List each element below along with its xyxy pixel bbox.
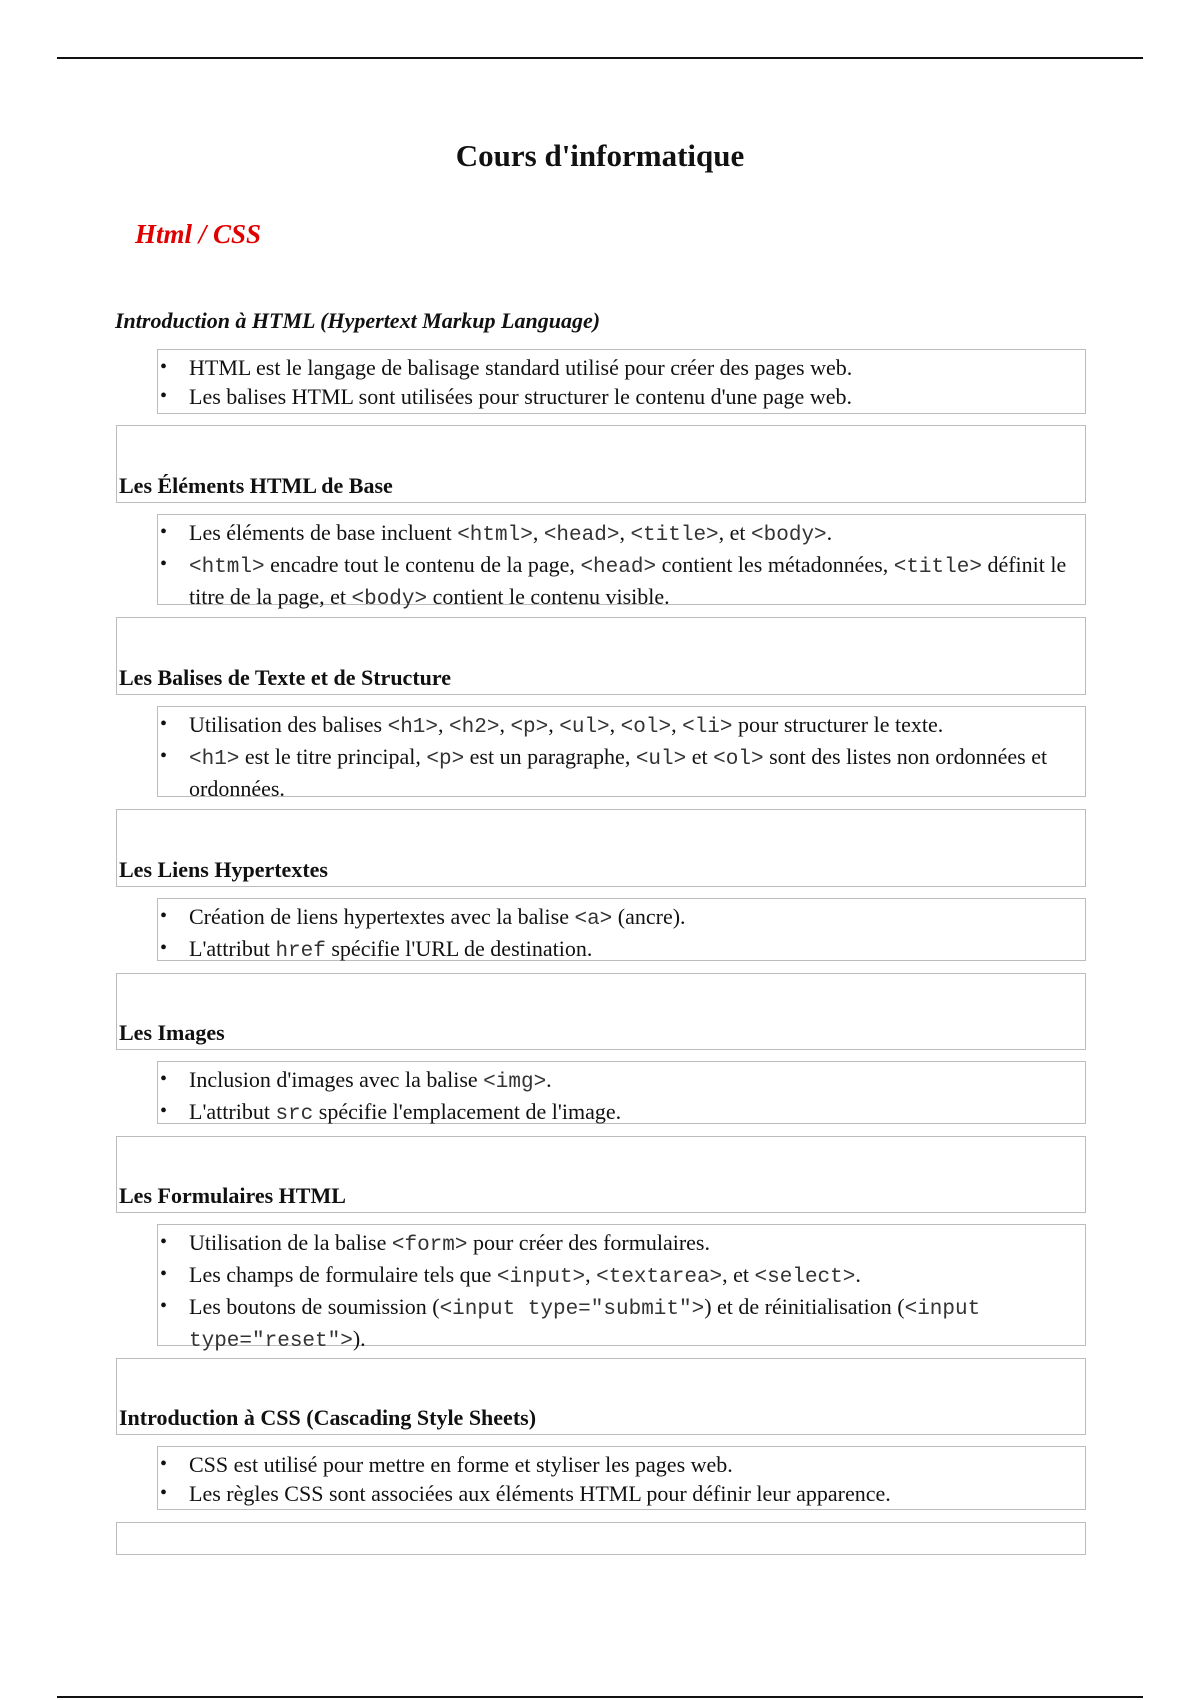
- code-snippet: <body>: [751, 524, 827, 547]
- text-run: Création de liens hypertextes avec la balise: [189, 904, 575, 929]
- list-item: [158, 710, 1085, 742]
- text-run: Utilisation des balises: [189, 712, 388, 737]
- heading-box-links: [116, 809, 1086, 887]
- code-snippet: <input type="reset">: [189, 1298, 981, 1353]
- list-box-images: [157, 1061, 1086, 1124]
- text-run: est un paragraphe,: [464, 744, 636, 769]
- code-snippet: <select>: [754, 1266, 856, 1289]
- list-item: [158, 1292, 1085, 1356]
- list-item: [158, 1260, 1085, 1292]
- heading-box-forms: [116, 1136, 1086, 1213]
- text-run: ).: [352, 1326, 366, 1351]
- bullet-list: [158, 1450, 1085, 1508]
- text-run: .: [546, 1067, 552, 1092]
- list-item: [158, 902, 1085, 934]
- text-run: contient le contenu visible.: [427, 584, 670, 609]
- code-snippet: <h1>: [189, 748, 240, 771]
- text-run: ,: [609, 712, 621, 737]
- code-snippet: src: [275, 1103, 314, 1126]
- code-snippet: <html>: [457, 524, 533, 547]
- bullet-list: [158, 1065, 1085, 1129]
- code-snippet: <img>: [483, 1071, 547, 1094]
- bullet-list: [158, 710, 1085, 803]
- list-item: [158, 1479, 1085, 1508]
- bullet-list: [158, 518, 1085, 614]
- section-heading: Les Éléments HTML de Base: [119, 473, 393, 498]
- intro-html-heading: Introduction à HTML (Hypertext Markup Language): [115, 308, 601, 333]
- top-rule: [57, 57, 1143, 59]
- text-run: CSS est utilisé pour mettre en forme et styliser les pages web.: [189, 1452, 733, 1477]
- text-run: Les balises HTML sont utilisées pour structurer le contenu d'une page web.: [189, 384, 852, 409]
- code-snippet: <head>: [543, 524, 620, 547]
- list-item: [158, 550, 1085, 614]
- list-item: [158, 518, 1085, 550]
- list-item: [158, 1065, 1085, 1097]
- text-run: Utilisation de la balise: [189, 1230, 392, 1255]
- text-run: spécifie l'emplacement de l'image.: [313, 1099, 622, 1124]
- heading-box-elements: [116, 425, 1086, 503]
- code-snippet: <p>: [510, 716, 549, 739]
- list-box-intro: [157, 349, 1086, 414]
- bullet-list: [158, 353, 1085, 411]
- document-title: Cours d'informatique: [455, 138, 745, 173]
- bullet-list: [158, 1228, 1085, 1356]
- text-run: Inclusion d'images avec la balise: [189, 1067, 484, 1092]
- list-item: [158, 934, 1085, 966]
- code-snippet: <form>: [391, 1234, 468, 1257]
- list-item: [158, 353, 1085, 382]
- code-snippet: <input>: [496, 1266, 586, 1289]
- code-snippet: <a>: [574, 908, 613, 931]
- text-run: Les boutons de soumission (: [189, 1294, 440, 1319]
- code-snippet: <h2>: [449, 716, 500, 739]
- list-box-links: [157, 898, 1086, 961]
- section-heading: Les Images: [119, 1020, 225, 1045]
- text-run: contient les métadonnées,: [656, 552, 894, 577]
- empty-box: [116, 1522, 1086, 1555]
- bullet-list: [158, 902, 1085, 966]
- text-run: ,: [499, 712, 511, 737]
- text-run: ,: [671, 712, 683, 737]
- text-run: ,: [532, 520, 544, 545]
- code-snippet: <ol>: [713, 748, 764, 771]
- text-run: ) et de réinitialisation (: [704, 1294, 905, 1319]
- text-run: et: [686, 744, 714, 769]
- list-box-elements: [157, 514, 1086, 611]
- code-snippet: <li>: [682, 716, 733, 739]
- code-snippet: <ul>: [635, 748, 687, 771]
- list-item: [158, 382, 1085, 411]
- code-snippet: <head>: [580, 556, 657, 579]
- text-run: L'attribut: [189, 936, 276, 961]
- code-snippet: <ul>: [559, 716, 610, 739]
- text-run: L'attribut: [189, 1099, 276, 1124]
- text-run: pour créer des formulaires.: [467, 1230, 710, 1255]
- code-snippet: <body>: [351, 588, 428, 611]
- text-run: (ancre).: [612, 904, 686, 929]
- text-run: .: [826, 520, 833, 545]
- document-subtitle: Html / CSS: [135, 219, 262, 249]
- text-run: Les champs de formulaire tels que: [189, 1262, 497, 1287]
- section-heading: Introduction à CSS (Cascading Style Sheets): [119, 1405, 537, 1430]
- code-snippet: <textarea>: [596, 1266, 723, 1289]
- text-run: encadre tout le contenu de la page,: [264, 552, 581, 577]
- code-snippet: <h1>: [387, 716, 439, 739]
- list-item: [158, 1097, 1085, 1129]
- code-snippet: <p>: [426, 748, 465, 771]
- text-run: définit le titre de la page, et: [189, 552, 1067, 609]
- text-run: HTML est le langage de balisage standard utilisé pour créer des pages web.: [189, 355, 853, 380]
- text-run: ,: [619, 520, 631, 545]
- text-run: sont des listes non ordonnées et ordonnées.: [189, 744, 1048, 801]
- code-snippet: <ol>: [620, 716, 672, 739]
- section-heading: Les Liens Hypertextes: [119, 857, 328, 882]
- section-heading: Les Formulaires HTML: [119, 1183, 346, 1208]
- text-run: ,: [548, 712, 560, 737]
- text-run: , et: [722, 1262, 755, 1287]
- code-snippet: href: [275, 940, 326, 963]
- text-run: pour structurer le texte.: [732, 712, 944, 737]
- code-snippet: <html>: [189, 556, 265, 579]
- text-run: .: [855, 1262, 861, 1287]
- code-snippet: <title>: [893, 556, 982, 579]
- heading-box-images: [116, 973, 1086, 1050]
- list-box-css: [157, 1446, 1086, 1510]
- list-box-text-tags: [157, 706, 1086, 801]
- list-box-forms: [157, 1224, 1086, 1353]
- bottom-rule: [57, 1696, 1143, 1698]
- text-run: est le titre principal,: [239, 744, 427, 769]
- text-run: Les règles CSS sont associées aux éléments HTML pour définir leur apparence.: [189, 1481, 891, 1506]
- list-item: [158, 742, 1085, 803]
- text-run: spécifie l'URL de destination.: [325, 936, 593, 961]
- heading-box-css: [116, 1358, 1086, 1435]
- text-run: Les éléments de base incluent: [189, 520, 458, 545]
- section-heading: Les Balises de Texte et de Structure: [119, 665, 452, 690]
- heading-box-text-tags: [116, 617, 1086, 695]
- list-item: [158, 1228, 1085, 1260]
- text-run: ,: [585, 1262, 597, 1287]
- code-snippet: <input type="submit">: [439, 1298, 705, 1321]
- list-item: [158, 1450, 1085, 1479]
- text-run: , et: [718, 520, 752, 545]
- code-snippet: <title>: [630, 524, 719, 547]
- text-run: ,: [438, 712, 450, 737]
